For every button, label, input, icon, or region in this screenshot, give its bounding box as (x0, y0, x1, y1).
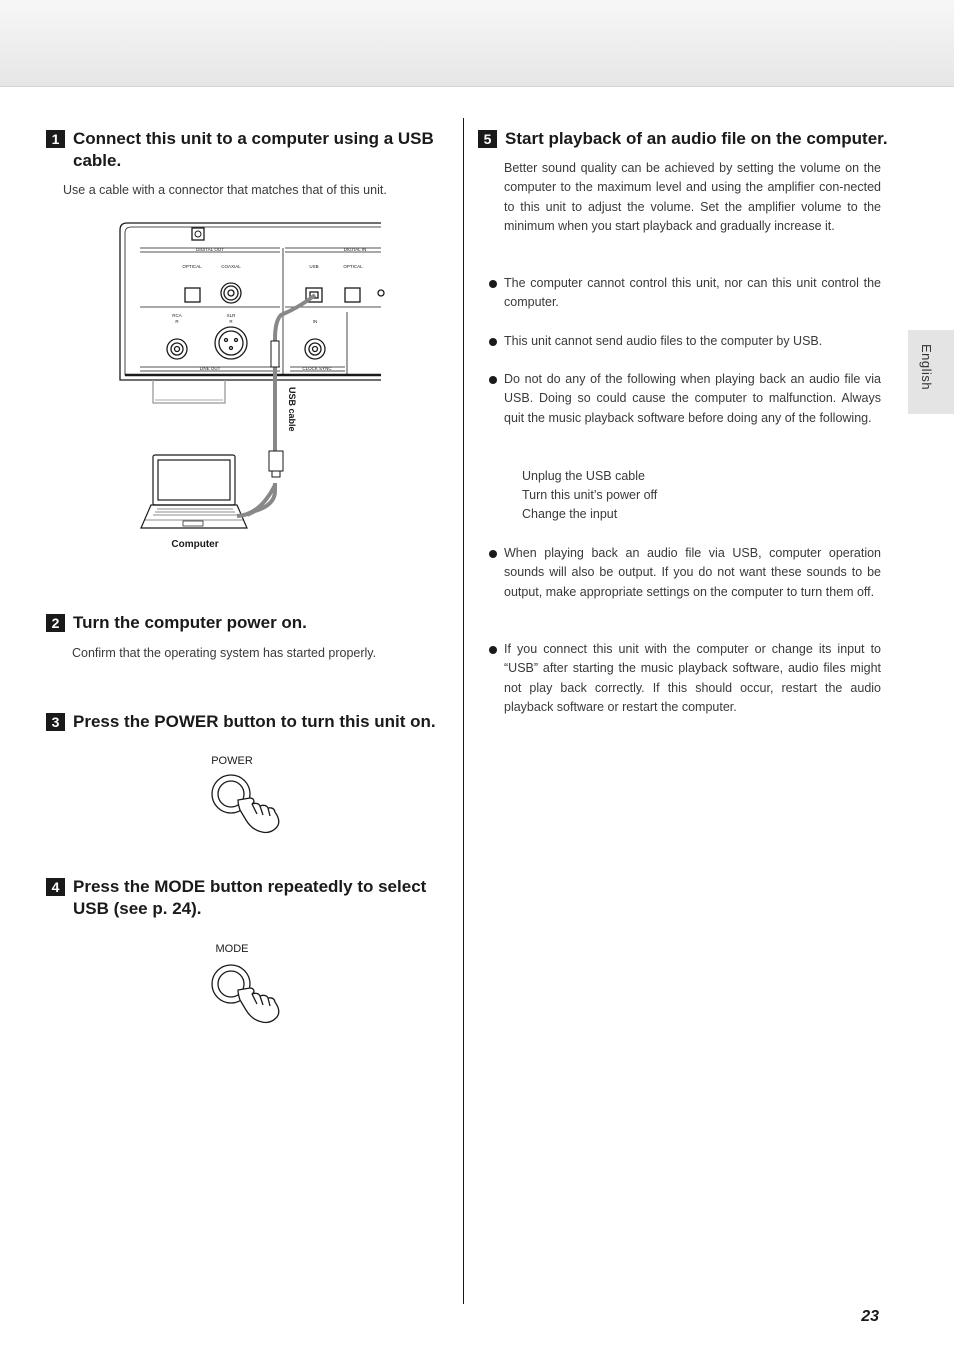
bullet-text: If you connect this unit with the computer or change its input to “USB” after starting the music playback software, audio files might not play back correctly. If this should occur, restart the audio playback software or restart the computer. (504, 642, 881, 714)
bullet-text: Do not do any of the following when playing back an audio file via USB. Doing so could cause the computer to malfunction. Always quit the music playback software before doing any of the following. (504, 372, 881, 425)
bullet-text: When playing back an audio file via USB, computer operation sounds will also be output. If you do not want these sounds to be output, make appropriate settings on the computer to turn them off. (504, 546, 881, 599)
sub-list-item: Turn this unit’s power off (522, 488, 658, 502)
step-2-description: Confirm that the operating system has started properly. (72, 646, 377, 660)
bullet-dot (489, 338, 497, 346)
step-2-heading (46, 612, 454, 634)
step-5-number: 5 (478, 130, 497, 148)
step-5-heading (478, 128, 898, 150)
header-band (0, 0, 954, 87)
step-5-title: Start playback of an audio file on the computer. (505, 129, 888, 148)
label-usb-cable: USB cable (287, 387, 297, 432)
power-button-label: POWER (211, 755, 253, 767)
step-5-description: Better sound quality can be achieved by setting the volume on the computer to the maximum level and using the amplifier con-nected to this unit to adjust the volume. Set the amplifier volume to the minimum when you start playback and gradually increase it. (504, 161, 881, 233)
step-2-number: 2 (46, 614, 65, 632)
bullet-text: This unit cannot send audio files to the computer by USB. (504, 334, 823, 348)
label-xlr: XLR (226, 313, 236, 318)
bullet-text: The computer cannot control this unit, nor can this unit control the computer. (504, 276, 881, 310)
bullet-item (504, 274, 881, 313)
label-computer: Computer (171, 539, 219, 550)
label-digital-in: DIGITAL IN (343, 247, 367, 252)
step-3-title: Press the POWER button to turn this unit on. (73, 712, 436, 731)
step-4-number: 4 (46, 878, 65, 896)
bullet-item (504, 640, 881, 717)
mode-button-illustration (208, 960, 288, 1030)
column-divider (463, 118, 464, 1304)
usb-connection-diagram (115, 215, 385, 560)
language-label: English (919, 344, 934, 391)
step-3-heading (46, 711, 454, 733)
label-xlr-r: R (229, 319, 233, 324)
bullet-item (504, 332, 881, 351)
step-2-title: Turn the computer power on. (73, 613, 307, 632)
label-rca: RCA (172, 313, 182, 318)
label-in: IN (312, 319, 318, 324)
bullet-dot (489, 550, 497, 558)
label-clock-sync: CLOCK SYNC (302, 366, 332, 371)
label-optical-in: OPTICAL (343, 264, 363, 269)
step-4-title: Press the MODE button repeatedly to select USB (see p. 24). (73, 877, 427, 918)
page-number: 23 (861, 1308, 879, 1325)
label-usb: USB (309, 264, 319, 269)
label-optical-out: OPTICAL (182, 264, 202, 269)
label-coaxial: COAXIAL (221, 264, 241, 269)
step-4-heading (46, 876, 454, 920)
bullet-dot (489, 646, 497, 654)
bullet-dot (489, 280, 497, 288)
language-tab (908, 330, 954, 414)
mode-button-label: MODE (215, 943, 249, 955)
label-line-out: LINE OUT (199, 366, 221, 371)
step-1-description: Use a cable with a connector that matches that of this unit. (63, 183, 387, 197)
step-1-title: Connect this unit to a computer using a USB cable. (73, 129, 434, 170)
bullet-dot (489, 376, 497, 384)
bullet-item (504, 544, 881, 602)
label-rca-r: R (175, 319, 179, 324)
step-1-number: 1 (46, 130, 65, 148)
bullet-item (504, 370, 881, 428)
label-digital-out: DIGITAL OUT (196, 247, 224, 252)
step-1-heading (46, 128, 454, 172)
step-3-number: 3 (46, 713, 65, 731)
sub-list-item: Change the input (522, 507, 618, 521)
power-button-illustration (208, 770, 288, 840)
sub-list-item: Unplug the USB cable (522, 469, 645, 483)
